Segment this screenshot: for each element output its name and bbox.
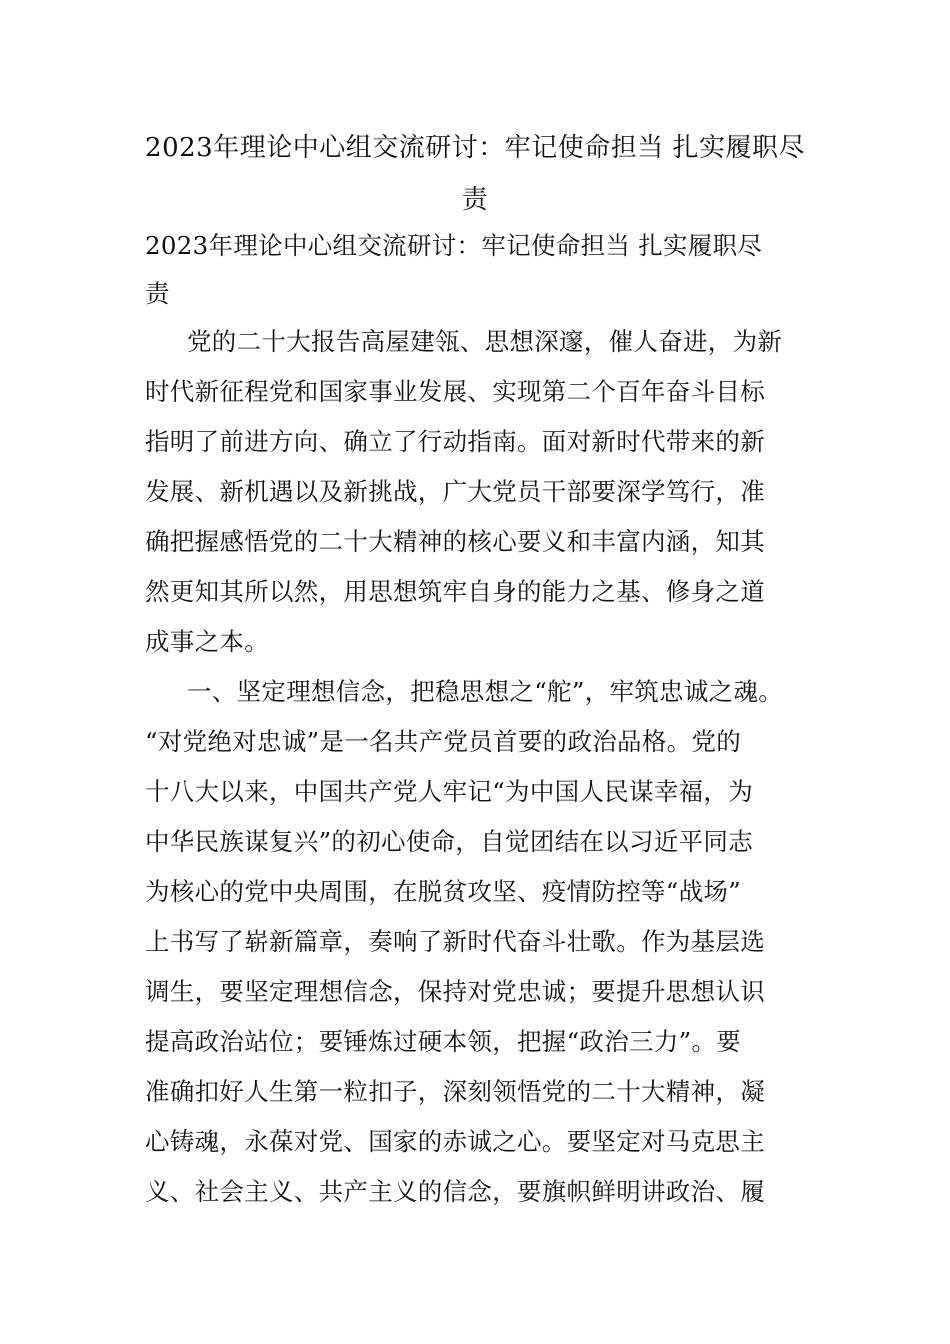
document-title — [0, 130, 950, 218]
paragraph-line: 一、坚定理想信念，把稳思想之“舵”，牢筑忠诚之魂。 — [187, 677, 784, 706]
subtitle-line-1: 2023年理论中心组交流研讨：牢记使命担当 扎实履职尽 — [145, 231, 763, 260]
title-line-1: 2023年理论中心组交流研讨：牢记使命担当 扎实履职尽 — [145, 133, 805, 163]
paragraph-line: 上书写了崭新篇章，奏响了新时代奋斗壮歌。作为基层选 — [145, 927, 765, 956]
paragraph-line: 准确扣好人生第一粒扣子，深刻领悟党的二十大精神，凝 — [145, 1077, 765, 1106]
paragraph-line: 十八大以来，中国共产党人牢记“为中国人民谋幸福，为 — [145, 777, 754, 806]
paragraph-line: 成事之本。 — [145, 627, 269, 656]
subtitle-line-2: 责 — [145, 279, 170, 308]
paragraph-line: 党的二十大报告高屋建瓴、思想深邃，催人奋进，为新 — [187, 327, 783, 356]
paragraph-line: 为核心的党中央周围，在脱贫攻坚、疫情防控等“战场” — [145, 877, 742, 906]
paragraph-section-one — [145, 667, 835, 1217]
paragraph-line: 确把握感悟党的二十大精神的核心要义和丰富内涵，知其 — [145, 527, 765, 556]
paragraph-line: 中华民族谋复兴”的初心使命，自觉团结在以习近平同志 — [145, 827, 754, 856]
paragraph-line: 提高政治站位；要锤炼过硬本领，把握“政治三力”。要 — [145, 1027, 742, 1056]
paragraph-intro — [145, 317, 835, 667]
paragraph-line: 义、社会主义、共产主义的信念，要旗帜鲜明讲政治、履 — [145, 1177, 765, 1206]
paragraph-line: 然更知其所以然，用思想筑牢自身的能力之基、修身之道 — [145, 577, 765, 606]
paragraph-line: 时代新征程党和国家事业发展、实现第二个百年奋斗目标 — [145, 377, 765, 406]
paragraph-line: 指明了前进方向、确立了行动指南。面对新时代带来的新 — [145, 427, 765, 456]
paragraph-line: 调生，要坚定理想信念，保持对党忠诚；要提升思想认识 — [145, 977, 765, 1006]
document-body — [145, 221, 835, 1217]
paragraph-line: 心铸魂，永葆对党、国家的赤诚之心。要坚定对马克思主 — [145, 1127, 765, 1156]
title-line-2: 责 — [461, 185, 489, 215]
paragraph-line: 发展、新机遇以及新挑战，广大党员干部要深学笃行，准 — [145, 477, 765, 506]
paragraph-line: “对党绝对忠诚”是一名共产党员首要的政治品格。党的 — [145, 727, 742, 756]
